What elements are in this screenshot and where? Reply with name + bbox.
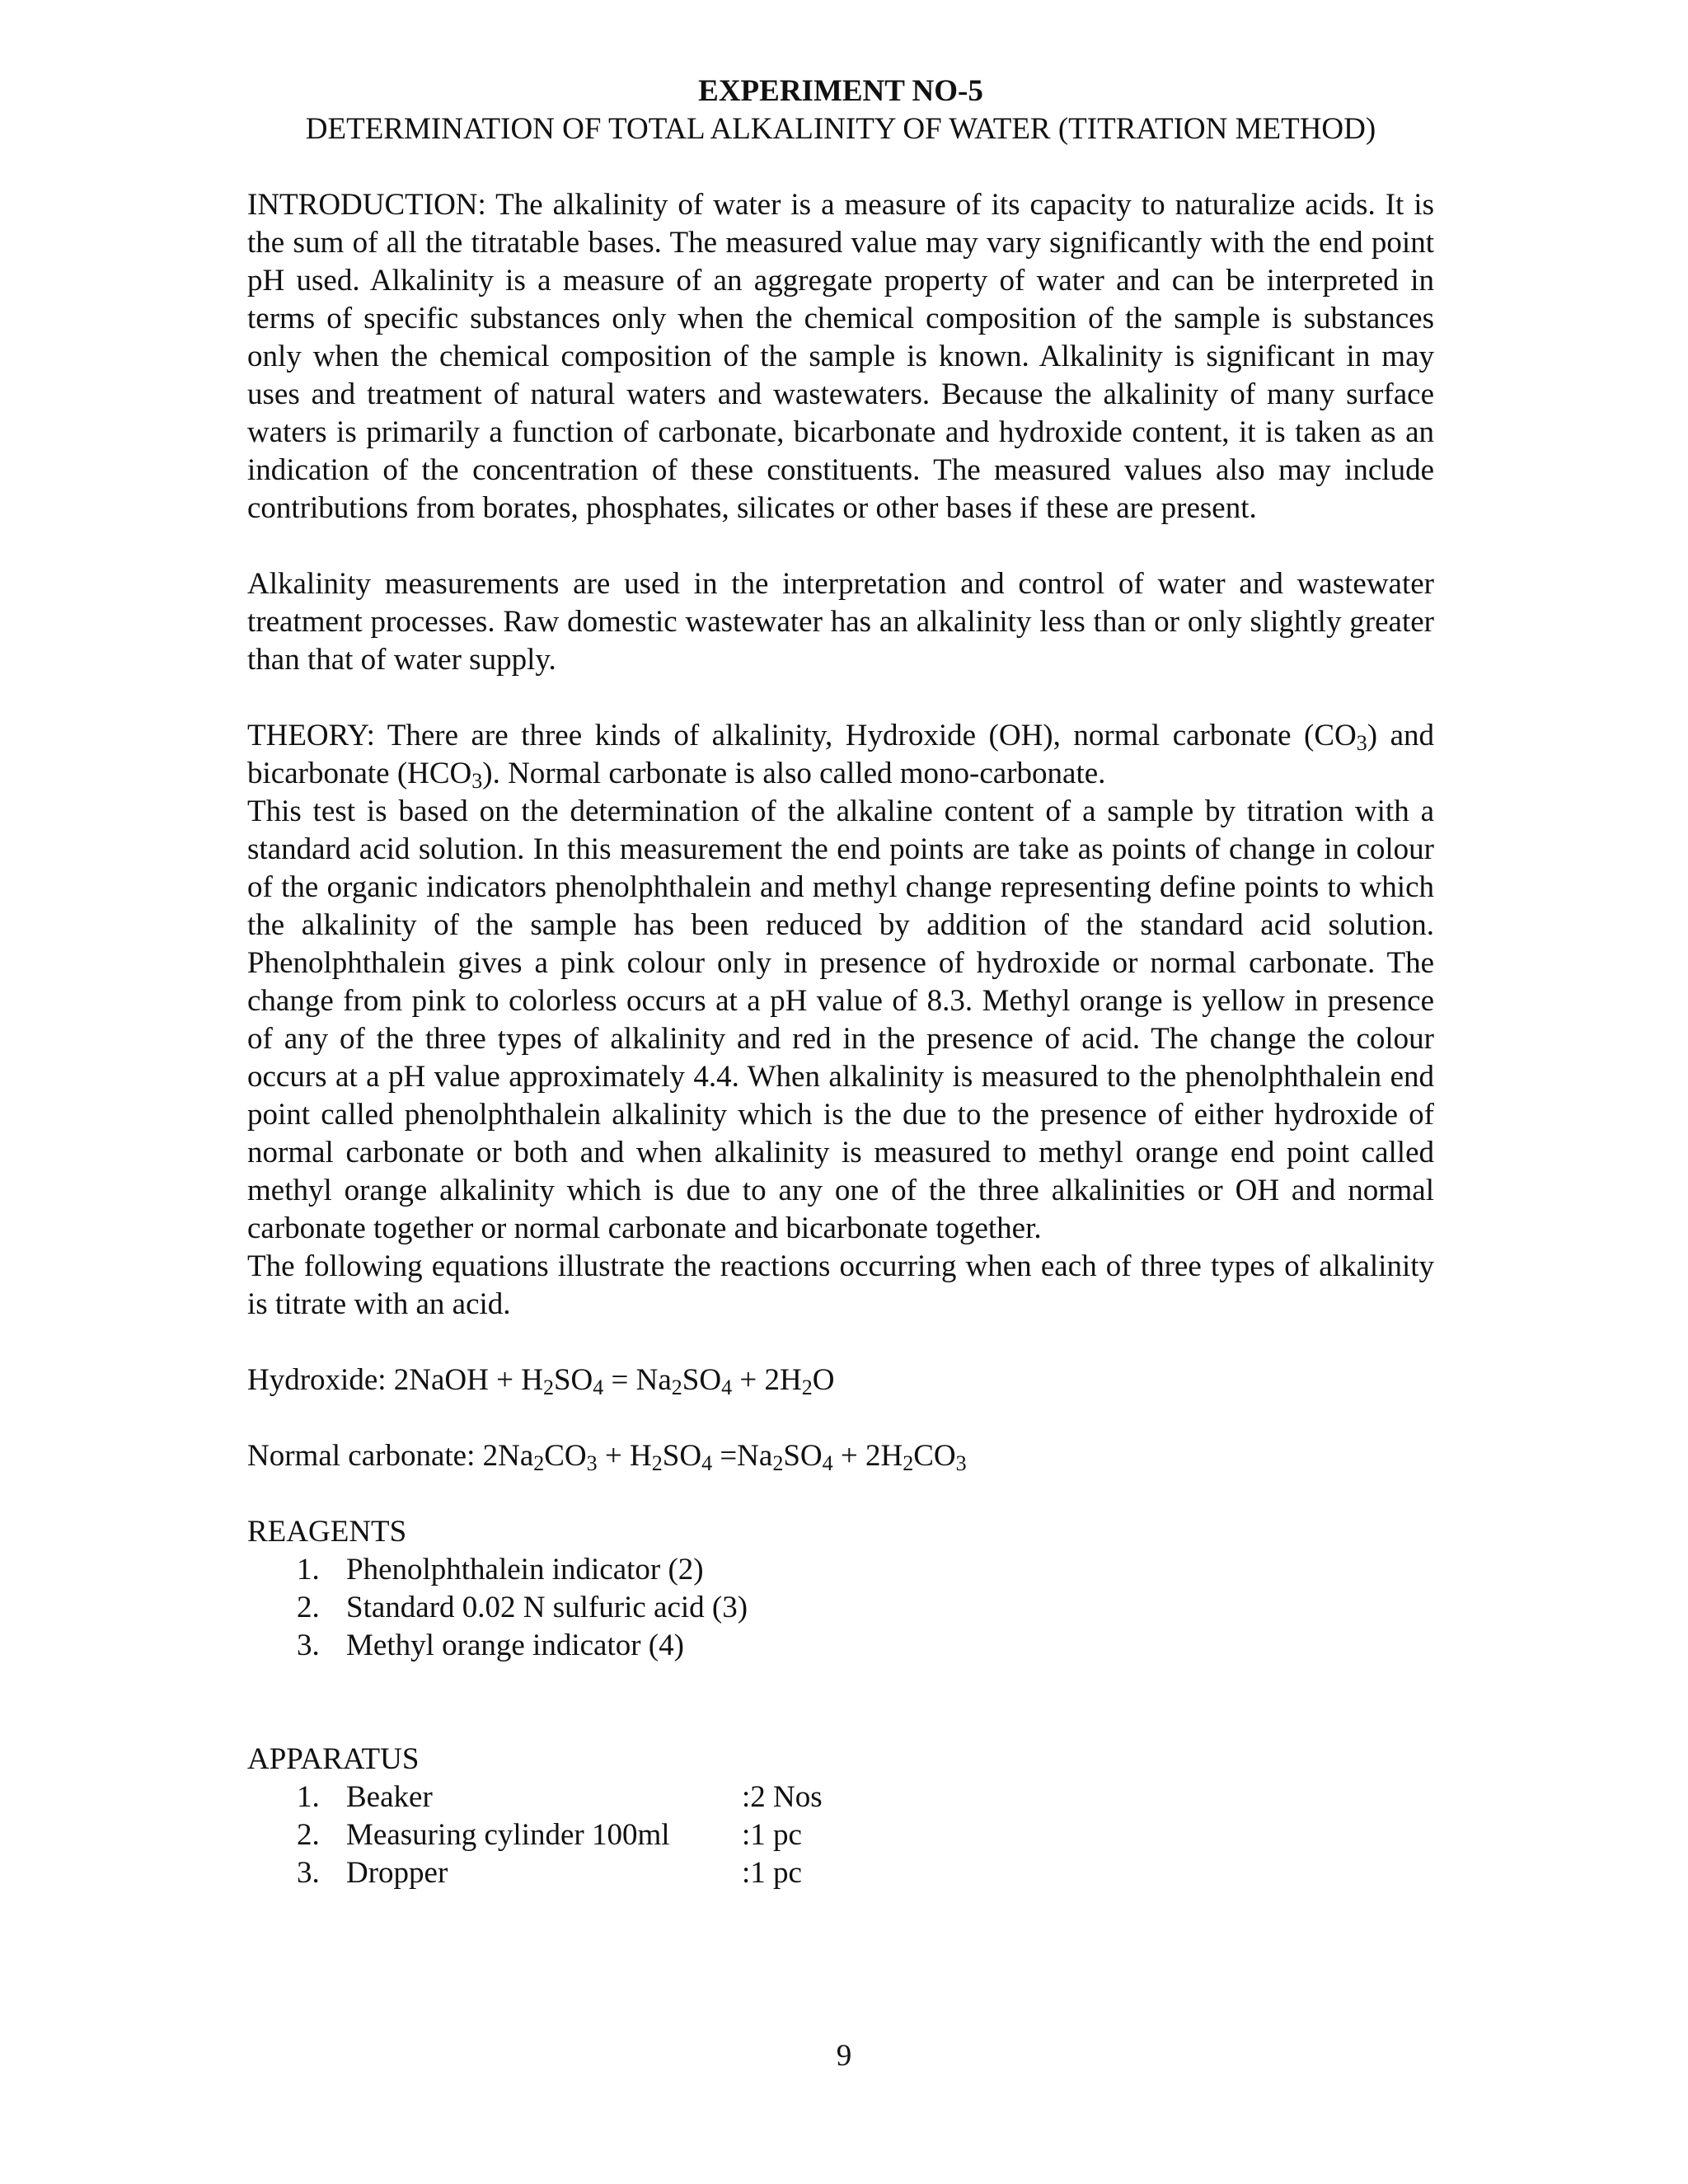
equation-text: CO	[913, 1439, 956, 1473]
equation-text: SO	[682, 1363, 722, 1397]
list-number: 1.	[297, 1780, 320, 1814]
list-number: 2.	[297, 1591, 320, 1624]
subscript: 2	[533, 1451, 545, 1475]
equation-text: SO	[662, 1439, 702, 1473]
subscript: 2	[542, 1376, 554, 1399]
equation-text: + H	[597, 1439, 652, 1473]
introduction-paragraph: INTRODUCTION: The alkalinity of water is a measure of its capacity to naturalize acids. It is the sum of all the titratable bases. The measured value may vary significantly with the end point pH used. Alkalinity is a measure of an aggregate property of water and can be interpreted in terms of specific substances only when the chemical composition of the sample is substances only when the chemical composition of the sample is known. Alkalinity is significant in may uses and treatment of natural waters and wastewaters. Because the alkalinity of many surface waters is primarily a function of carbonate, bicarbonate and hydroxide content, it is taken as an indication of the concentration of these constituents. The measured values also may include contributions from borates, phosphates, silicates or other bases if these are present.	[247, 188, 1434, 525]
subscript: 2	[801, 1376, 813, 1399]
experiment-subtitle: DETERMINATION OF TOTAL ALKALINITY OF WATER (TITRATION METHOD)	[305, 112, 1376, 146]
list-item	[297, 1627, 1434, 1665]
spacer	[247, 1324, 1434, 1361]
apparatus-quantity: :2 Nos	[742, 1780, 823, 1814]
reagents-heading: REAGENTS	[247, 1515, 407, 1549]
hydroxide-equation	[247, 1361, 1434, 1399]
reagent-name: Methyl orange indicator (4)	[346, 1629, 684, 1662]
document-page	[247, 73, 1434, 1892]
list-item	[297, 1551, 1434, 1589]
subscript: 3	[586, 1451, 598, 1475]
theory-text: ). Normal carbonate is also called mono-carbonate.	[482, 757, 1106, 790]
equation-text: + 2H	[832, 1439, 903, 1473]
subscript: 3	[471, 769, 483, 793]
list-number: 3.	[297, 1856, 320, 1890]
equation-text: SO	[553, 1363, 593, 1397]
subscript: 2	[772, 1451, 784, 1475]
theory-paragraph-3: The following equations illustrate the reactions occurring when each of three types of alkalinity is titrate with an acid.	[247, 1249, 1434, 1321]
spacer	[247, 679, 1434, 717]
list-item	[297, 1854, 1434, 1892]
spacer	[247, 1475, 1434, 1513]
experiment-title: EXPERIMENT NO-5	[698, 74, 983, 108]
equation-text: SO	[783, 1439, 823, 1473]
equation-text: O	[812, 1363, 835, 1397]
spacer	[247, 527, 1434, 565]
subscript: 4	[822, 1451, 833, 1475]
apparatus-name: Beaker	[346, 1780, 433, 1814]
apparatus-name: Dropper	[346, 1856, 448, 1890]
list-item	[297, 1779, 1434, 1816]
equation-text: =Na	[712, 1439, 773, 1473]
spacer	[247, 1399, 1434, 1437]
spacer	[247, 148, 1434, 186]
subscript: 4	[721, 1376, 733, 1399]
list-item	[297, 1589, 1434, 1627]
theory-paragraph-2: This test is based on the determination of the alkaline content of a sample by titration with a standard acid solution. In this measurement the end points are take as points of change in colour of the organic indicators phenolphthalein and methyl change representing define points to which the alkalinity of the sample has been reduced by addition of the standard acid solution. Phenolphthalein gives a pink colour only in presence of hydroxide or normal carbonate. The change from pink to colorless occurs at a pH value of 8.3. Methyl orange is yellow in presence of any of the three types of alkalinity and red in the presence of acid. The change the colour occurs at a pH value approximately 4.4. When alkalinity is measured to the phenolphthalein end point called phenolphthalein alkalinity which is the due to the presence of either hydroxide of normal carbonate or both and when alkalinity is measured to methyl orange end point called methyl orange alkalinity which is due to any one of the three alkalinities or OH and normal carbonate together or normal carbonate and bicarbonate together.	[247, 794, 1434, 1245]
equation-text: + 2H	[732, 1363, 802, 1397]
carbonate-equation	[247, 1437, 1434, 1475]
subscript: 4	[701, 1451, 713, 1475]
spacer	[247, 1665, 1434, 1741]
apparatus-list	[247, 1779, 1434, 1892]
equation-text: = Na	[603, 1363, 672, 1397]
page-number: 9	[836, 2039, 852, 2073]
theory-text: ) and bicarbonate (HCO	[247, 719, 1434, 790]
list-item	[297, 1816, 1434, 1854]
apparatus-quantity: :1 pc	[742, 1818, 802, 1852]
list-number: 2.	[297, 1818, 320, 1852]
subscript: 2	[903, 1451, 914, 1475]
apparatus-name: Measuring cylinder 100ml	[346, 1818, 670, 1852]
apparatus-quantity: :1 pc	[742, 1856, 802, 1890]
equation-text: Normal carbonate: 2Na	[247, 1439, 534, 1473]
equation-text: Hydroxide: 2NaOH + H	[247, 1363, 543, 1397]
subscript: 3	[1356, 731, 1367, 755]
introduction-paragraph-2: Alkalinity measurements are used in the interpretation and control of water and wastewater treatment processes. Raw domestic wastewater has an alkalinity less than or only slightly greater than that of water supply.	[247, 567, 1434, 677]
theory-paragraph-1	[247, 717, 1434, 793]
subscript: 4	[593, 1376, 604, 1399]
subscript: 2	[651, 1451, 663, 1475]
subscript: 2	[671, 1376, 682, 1399]
list-number: 3.	[297, 1629, 320, 1662]
list-number: 1.	[297, 1553, 320, 1586]
reagents-list	[247, 1551, 1434, 1665]
theory-text: THEORY: There are three kinds of alkalinity, Hydroxide (OH), normal carbonate (CO	[247, 719, 1357, 752]
subscript: 3	[955, 1451, 967, 1475]
reagent-name: Standard 0.02 N sulfuric acid (3)	[346, 1591, 748, 1624]
reagent-name: Phenolphthalein indicator (2)	[346, 1553, 704, 1586]
apparatus-heading: APPARATUS	[247, 1742, 420, 1776]
equation-text: CO	[544, 1439, 587, 1473]
